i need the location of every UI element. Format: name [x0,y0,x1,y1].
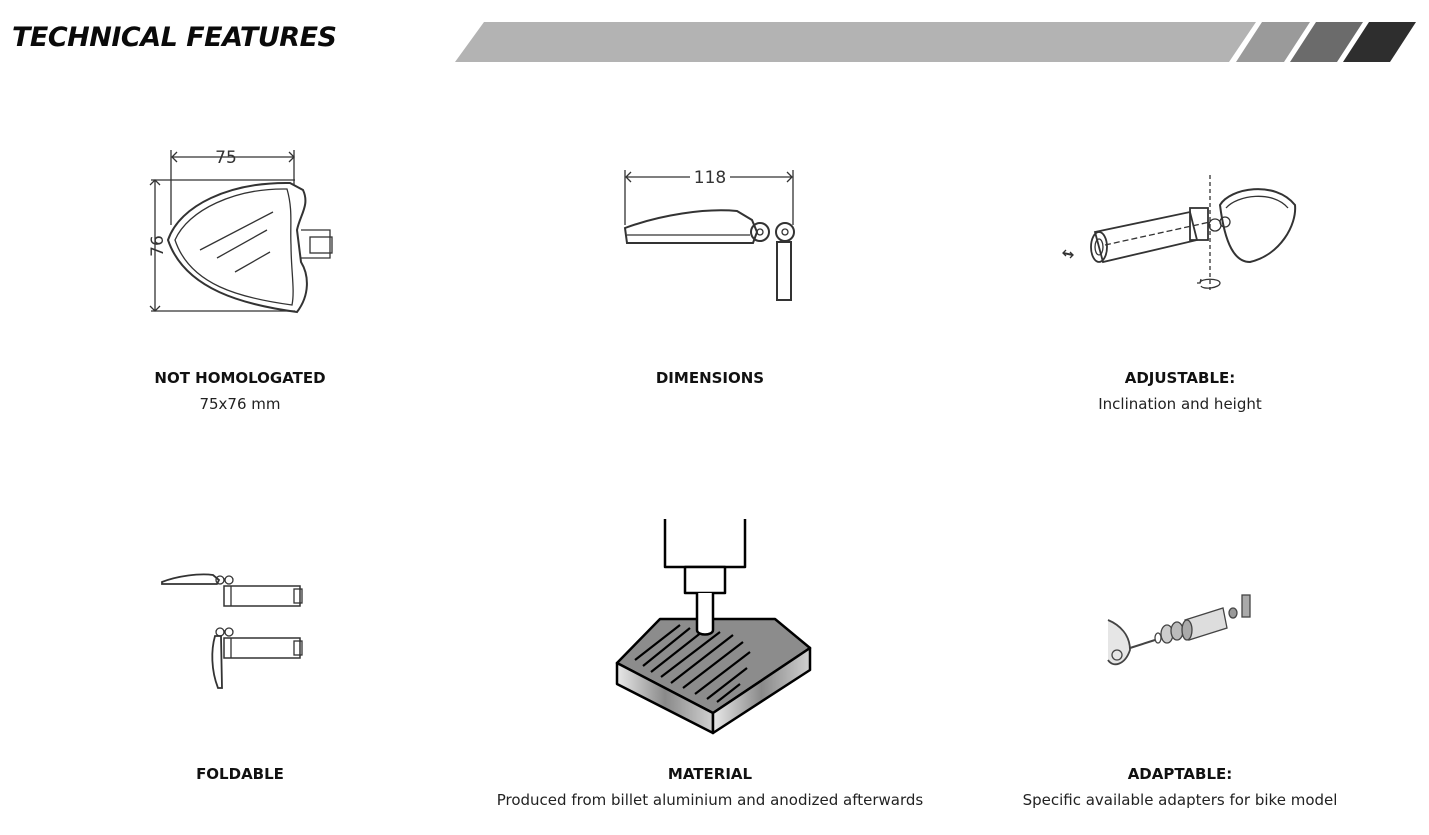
feature-not-homologated [5,0,475,420]
feature-subtext: Inclination and height [1098,395,1262,413]
adapter-parts-icon [945,420,1415,750]
feature-subtext: Specific available adapters for bike model [1022,791,1338,809]
feature-label: MATERIAL [667,765,753,783]
feature-subtext: Produced from billet aluminium and anodized afterwards [496,791,924,809]
foldable-mirror-drawing-icon [5,420,475,750]
feature-label: ADAPTABLE: [1127,765,1233,783]
feature-label: NOT HOMOLOGATED [154,369,326,387]
feature-material [475,420,945,820]
dimension-height-label: 76 [148,235,168,257]
section-title: TECHNICAL FEATURES [12,22,337,53]
feature-foldable [5,420,475,820]
feature-label: DIMENSIONS [655,369,765,387]
mirror-front-drawing-icon [5,0,475,330]
feature-adjustable [945,0,1415,420]
feature-dimensions [475,0,945,420]
dimension-width-label: 75 [215,148,237,168]
feature-subtext: 75x76 mm [199,395,281,413]
feature-adaptable [945,420,1415,820]
cnc-billet-icon [475,420,945,750]
feature-label: FOLDABLE [196,765,284,783]
mirror-side-drawing-icon [475,0,945,330]
feature-label: ADJUSTABLE: [1124,369,1236,387]
adjustable-mirror-drawing-icon [945,0,1415,330]
dimension-length-label: 118 [693,168,727,188]
